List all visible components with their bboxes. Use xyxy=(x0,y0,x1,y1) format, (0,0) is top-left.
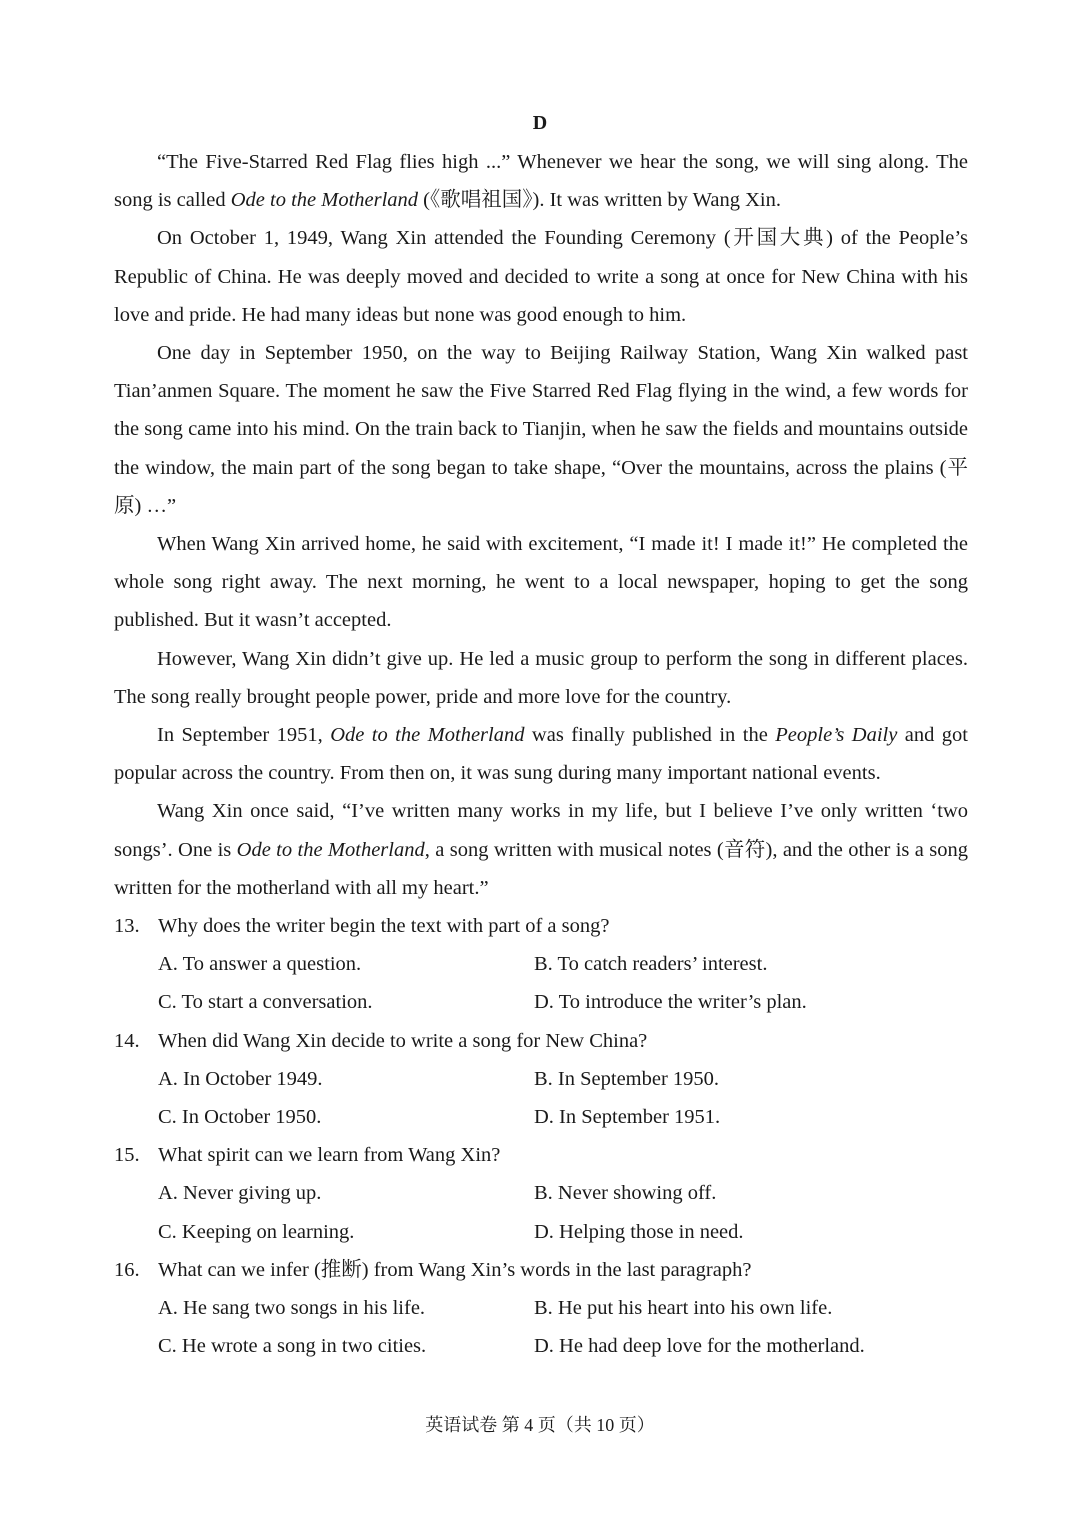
option-a: A. In October 1949. xyxy=(158,1067,323,1090)
question-list xyxy=(114,907,968,1365)
answer-options xyxy=(114,1289,968,1365)
option-b: B. In September 1950. xyxy=(534,1067,720,1090)
option-d: D. He had deep love for the motherland. xyxy=(534,1335,865,1358)
option-d: D. In September 1951. xyxy=(534,1106,721,1129)
passage-paragraph-6: In September 1951, Ode to the Motherland was finally published in the People’s Daily and got popular across the country. From then on, it was sung during many important national events. xyxy=(114,724,969,785)
option-a: A. To answer a question. xyxy=(158,953,362,976)
reading-passage xyxy=(114,143,968,907)
newspaper-title: People’s Daily xyxy=(775,724,898,747)
question-15 xyxy=(114,1136,968,1251)
page-footer: 英语试卷 第 4 页（共 10 页） xyxy=(425,1415,655,1435)
section-heading: D xyxy=(532,112,548,134)
question-stem xyxy=(114,1251,968,1289)
answer-options xyxy=(114,945,968,1021)
question-stem xyxy=(114,1136,968,1174)
option-a: A. Never giving up. xyxy=(158,1182,322,1205)
option-a: A. He sang two songs in his life. xyxy=(158,1297,426,1320)
option-b: B. He put his heart into his own life. xyxy=(534,1297,833,1320)
answer-options xyxy=(114,1174,968,1250)
passage-paragraph-7: Wang Xin once said, “I’ve written many works in my life, but I believe I’ve only written ‘two songs’. One is Ode to the Motherland, a song written with musical notes (音符), and the other is a song written for the motherland with all my heart.” xyxy=(114,800,969,899)
option-c: C. Keeping on learning. xyxy=(158,1220,355,1243)
option-c: C. In October 1950. xyxy=(158,1106,322,1129)
question-stem xyxy=(114,907,968,945)
song-title: Ode to the Motherland xyxy=(330,724,525,747)
option-b: B. To catch readers’ interest. xyxy=(534,953,768,976)
question-number: 14. xyxy=(114,1029,140,1052)
question-text: When did Wang Xin decide to write a song for New China? xyxy=(158,1029,648,1052)
question-stem xyxy=(114,1022,968,1060)
passage-paragraph-1: “The Five-Starred Red Flag flies high ...” Whenever we hear the song, we will sing along. The song is called Ode to the Motherland (《歌唱祖国》). It was written by Wang Xin. xyxy=(114,151,968,212)
option-d: D. To introduce the writer’s plan. xyxy=(534,991,807,1014)
question-number: 13. xyxy=(114,915,140,937)
question-number: 15. xyxy=(114,1144,140,1167)
option-d: D. Helping those in need. xyxy=(534,1220,744,1243)
passage-paragraph-4: When Wang Xin arrived home, he said with excitement, “I made it! I made it!” He completed the whole song right away. The next morning, he went to a local newspaper, hoping to get the song published. But it wasn’t accepted. xyxy=(114,533,968,632)
option-b: B. Never showing off. xyxy=(534,1182,717,1205)
question-13 xyxy=(114,907,968,1022)
option-c: C. He wrote a song in two cities. xyxy=(158,1335,427,1358)
answer-options xyxy=(114,1060,968,1136)
song-title: Ode to the Motherland xyxy=(236,838,425,861)
passage-paragraph-3: One day in September 1950, on the way to Beijing Railway Station, Wang Xin walked past Tian’anmen Square. The moment he saw the Five Starred Red Flag flying in the wind, a few words for the song came into his mind. On the train back to Tianjin, when he saw the fields and mountains outside the window, the main part of the song began to take shape, “Over the mountains, across the plains (平原) …” xyxy=(114,342,968,517)
song-title: Ode to the Motherland xyxy=(230,189,419,212)
question-text: Why does the writer begin the text with part of a song? xyxy=(158,915,610,937)
question-text: What spirit can we learn from Wang Xin? xyxy=(158,1144,501,1167)
passage-paragraph-2: On October 1, 1949, Wang Xin attended the Founding Ceremony (开国大典) of the People’s Republic of China. He was deeply moved and decided to write a song at once for New China with his love and pride. He had many ideas but none was good enough to him. xyxy=(114,227,968,326)
question-16 xyxy=(114,1251,968,1366)
passage-paragraph-5: However, Wang Xin didn’t give up. He led a music group to perform the song in different places. The song really brought people power, pride and more love for the country. xyxy=(114,647,968,708)
question-14 xyxy=(114,1022,968,1137)
question-number: 16. xyxy=(114,1258,140,1281)
option-c: C. To start a conversation. xyxy=(158,991,373,1014)
question-text: What can we infer (推断) from Wang Xin’s words in the last paragraph? xyxy=(158,1258,752,1281)
